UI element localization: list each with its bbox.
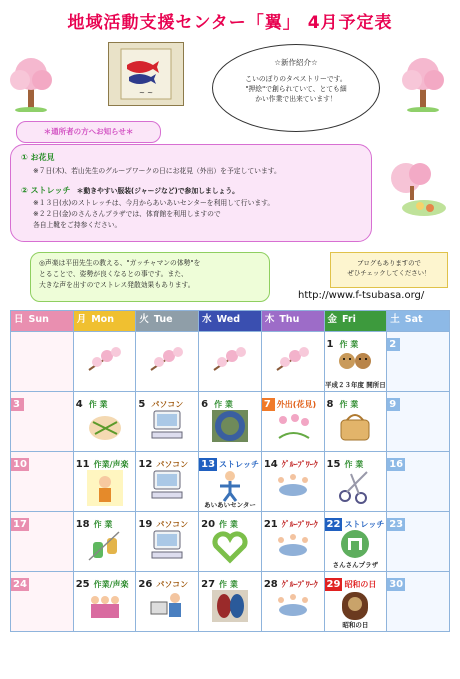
calendar-week-row: [11, 572, 450, 632]
weekday-english: Thu: [279, 314, 300, 325]
day-event-label: 外出(花見): [276, 400, 317, 409]
voice-line: とることで、姿勢が良くなるとの事です。また、: [39, 270, 188, 278]
calendar-day-cell[interactable]: [73, 452, 136, 512]
day-number: 2: [387, 338, 400, 351]
wreath-icon: [210, 408, 250, 448]
day-number: 23: [389, 519, 404, 530]
calendar-table: [10, 310, 450, 632]
calendar-body: [11, 332, 450, 632]
new-work-heading: ☆新作紹介☆: [274, 58, 318, 67]
day-number: 14: [263, 459, 278, 470]
page-title: [0, 8, 460, 33]
notice-item2-line: ※１３日(水)のストレッチは、今月からあいあいセンターを利用して行います。: [33, 199, 275, 207]
day-number: 12: [138, 459, 153, 470]
calendar-day-cell[interactable]: [261, 512, 324, 572]
bag-icon: [335, 408, 375, 448]
day-number: 30: [389, 579, 404, 590]
cherry-tree-icon: [8, 52, 54, 112]
weekday-english: Wed: [216, 314, 241, 325]
day-number: 8: [326, 399, 334, 410]
day-number: 7: [262, 398, 275, 411]
calendar-day-cell[interactable]: [199, 452, 262, 512]
day-number: 22: [326, 519, 341, 530]
day-number: 28: [263, 579, 278, 590]
calendar-day-cell[interactable]: [73, 572, 136, 632]
weekday-header-fri: [324, 311, 387, 332]
title-sub: 4月予定表: [307, 13, 393, 33]
blossom-icon: [273, 344, 313, 378]
calendar-day-cell[interactable]: [324, 332, 387, 392]
weekday-header-thu: [261, 311, 324, 332]
day-number: 1: [326, 339, 334, 350]
weekday-header-sun: [11, 311, 74, 332]
notice-item2-note: ＊動きやすい服装(ジャージなど)で参加しましょう。: [76, 187, 239, 195]
weekday-kanji: 金: [327, 314, 338, 325]
weekday-kanji: 土: [390, 314, 400, 325]
day-number: 15: [326, 459, 341, 470]
people-icon: [273, 408, 313, 448]
calendar-day-cell[interactable]: [11, 452, 74, 512]
calendar-week-row: [11, 452, 450, 512]
day-number: 20: [201, 519, 216, 530]
weekday-header-wed: [199, 311, 262, 332]
day-event-label: パソコン: [156, 580, 189, 589]
notice-item1-heading: ① お花見: [21, 153, 55, 162]
blossom-icon: [85, 344, 125, 378]
day-event-label: 作業/声楽: [93, 460, 129, 469]
notice-box: [10, 144, 372, 242]
pc-icon: [148, 408, 186, 446]
calendar-day-cell[interactable]: [11, 392, 74, 452]
voice-box: [30, 252, 270, 302]
day-number: 13: [201, 459, 216, 470]
day-event-label: 作 業: [93, 520, 113, 529]
weekday-english: Tue: [153, 314, 173, 325]
blossom-icon: [147, 344, 187, 378]
calendar-day-cell[interactable]: [73, 512, 136, 572]
day-caption: 昭和の日: [342, 621, 369, 629]
weekday-kanji: 水: [202, 314, 212, 325]
new-work-line: "押絵"で創られていて、とても細: [245, 85, 347, 93]
notice-item2-heading: ② ストレッチ: [21, 186, 71, 195]
calendar-week-row: [11, 512, 450, 572]
day-number: 9: [387, 398, 400, 411]
meeting-icon: [273, 468, 313, 506]
new-work-bubble: [212, 44, 380, 132]
day-event-label: ストレッチ: [344, 520, 385, 529]
weekday-header-mon: [73, 311, 136, 332]
day-number: 6: [201, 399, 209, 410]
weekday-kanji: 日: [14, 314, 24, 325]
blog-line: ぜひチェックしてください！: [347, 269, 431, 277]
new-work-line: こいのぼりのタペストリーです。: [245, 75, 347, 83]
site-url-link[interactable]: http://www.f-tsubasa.org/: [298, 290, 425, 301]
calendar-day-cell[interactable]: [324, 392, 387, 452]
calendar-day-cell[interactable]: [324, 572, 387, 632]
day-event-label: ｸﾞﾙｰﾌﾟﾜｰｸ: [281, 520, 318, 529]
day-event-label: 作 業: [214, 400, 233, 409]
calendar-day-cell[interactable]: [261, 452, 324, 512]
day-number: 10: [13, 459, 27, 470]
blog-box: [330, 252, 448, 288]
heart-icon: [210, 528, 250, 568]
calendar-day-cell[interactable]: [11, 512, 74, 572]
day-event-label: 作 業: [219, 520, 238, 529]
day-number: 16: [389, 459, 404, 470]
sewing-icon: [85, 528, 125, 568]
day-number: 27: [201, 579, 216, 590]
day-event-label: パソコン: [156, 460, 189, 469]
day-number: 5: [138, 399, 146, 410]
day-caption: さんさんプラザ: [332, 561, 379, 569]
new-work-line: かい作業で出来ています！: [255, 95, 337, 103]
weekday-kanji: 月: [76, 314, 87, 325]
day-event-label: 作 業: [344, 460, 364, 469]
day-number: 21: [263, 519, 278, 530]
weekday-english: Fri: [342, 314, 356, 325]
weekday-english: Mon: [91, 314, 114, 325]
calendar-day-cell[interactable]: [387, 332, 450, 392]
calendar-day-cell[interactable]: [199, 572, 262, 632]
notice-tab: ＊通所者の方へお知らせ＊: [16, 121, 161, 143]
day-number: 17: [13, 519, 27, 530]
day-event-label: 作 業: [88, 400, 108, 409]
day-number: 25: [75, 579, 90, 590]
weekday-kanji: 木: [264, 314, 275, 325]
title-main: 地域活動支援センター「翼」: [67, 13, 301, 33]
calendar-day-cell[interactable]: [324, 452, 387, 512]
day-event-label: 作 業: [339, 400, 359, 409]
pc-icon: [148, 528, 186, 566]
voice-line: 大きな声を出すのでストレス発散効果もあります。: [39, 281, 195, 289]
weekday-english: Sat: [404, 314, 423, 325]
calendar-day-cell[interactable]: [136, 452, 199, 512]
calendar-day-cell[interactable]: [387, 512, 450, 572]
pc-icon: [148, 468, 186, 506]
day-event-label: ｸﾞﾙｰﾌﾟﾜｰｸ: [281, 580, 318, 589]
day-number: 24: [13, 579, 27, 590]
calendar-day-cell[interactable]: [73, 392, 136, 452]
day-event-label: 昭和の日: [344, 580, 377, 589]
weekday-kanji: 火: [139, 314, 149, 325]
calendar-day-cell[interactable]: [261, 572, 324, 632]
calendar-day-cell[interactable]: [136, 392, 199, 452]
meeting-icon: [273, 528, 313, 566]
day-event-label: 作 業: [339, 340, 359, 349]
calendar-day-cell[interactable]: [199, 512, 262, 572]
day-event-label: パソコン: [156, 520, 189, 529]
calendar-day-cell: [261, 332, 324, 392]
day-number: 26: [138, 579, 153, 590]
day-event-label: ｸﾞﾙｰﾌﾟﾜｰｸ: [281, 460, 318, 469]
calendar-day-cell[interactable]: [11, 572, 74, 632]
voice-line: ◎声楽は平田先生の教える、"ガッチャマンの体勢"を: [39, 259, 201, 267]
slippers-icon: [210, 588, 250, 628]
pcman-icon: [147, 588, 187, 628]
blossom-icon: [210, 344, 250, 378]
calendar-day-cell[interactable]: [261, 392, 324, 452]
calendar-week-row: [11, 332, 450, 392]
plaza-icon: [336, 528, 374, 564]
day-number: 29: [326, 579, 341, 590]
notice-item1-text: ※７日(木)、若山先生のグループワークの日にお花見（外出）を予定しています。: [33, 167, 281, 175]
day-number: 18: [75, 519, 90, 530]
day-event-label: 作 業: [219, 580, 238, 589]
choir-icon: [85, 588, 125, 628]
calendar-day-cell: [11, 332, 74, 392]
calendar-day-cell[interactable]: [136, 512, 199, 572]
day-caption: 平成２３年度 開所日: [324, 381, 386, 389]
calendar-day-cell: [73, 332, 136, 392]
weekday-english: Sun: [28, 314, 49, 325]
tapestry-photo: [108, 42, 184, 106]
calendar-day-cell[interactable]: [387, 392, 450, 452]
calendar-day-cell: [199, 332, 262, 392]
blog-line: ブログもありますので: [357, 259, 421, 267]
hands-icon: [85, 408, 125, 448]
calendar-day-cell[interactable]: [199, 392, 262, 452]
svg-text:~ ~: ~ ~: [139, 89, 153, 97]
day-number: 4: [75, 399, 83, 410]
calendar-day-cell[interactable]: [387, 572, 450, 632]
notice-item2-line: ※２２日(金)のさんさんプラザでは、体育館を利用しますので: [33, 210, 221, 218]
picnic-icon: [384, 160, 450, 220]
calendar-day-cell[interactable]: [324, 512, 387, 572]
day-event-label: 作業/声楽: [93, 580, 129, 589]
weekday-header-row: [11, 311, 450, 332]
calendar-week-row: [11, 392, 450, 452]
singer-icon: [85, 468, 125, 512]
scissors-icon: [335, 468, 375, 508]
day-number: 19: [138, 519, 153, 530]
weekday-header-tue: [136, 311, 199, 332]
day-number: 11: [75, 459, 90, 470]
calendar-day-cell: [136, 332, 199, 392]
day-event-label: ストレッチ: [219, 460, 259, 469]
weekday-header-sat: [387, 311, 450, 332]
notice-item2-line: 各自上靴をご持参ください。: [33, 221, 122, 229]
calendar-day-cell[interactable]: [136, 572, 199, 632]
meeting-icon: [273, 588, 313, 626]
day-number: 3: [11, 398, 24, 411]
calendar-day-cell[interactable]: [387, 452, 450, 512]
day-caption: あいあいセンター: [204, 501, 256, 509]
bears-icon: [335, 348, 375, 378]
day-event-label: パソコン: [151, 400, 184, 409]
cherry-tree-icon: [400, 52, 446, 112]
